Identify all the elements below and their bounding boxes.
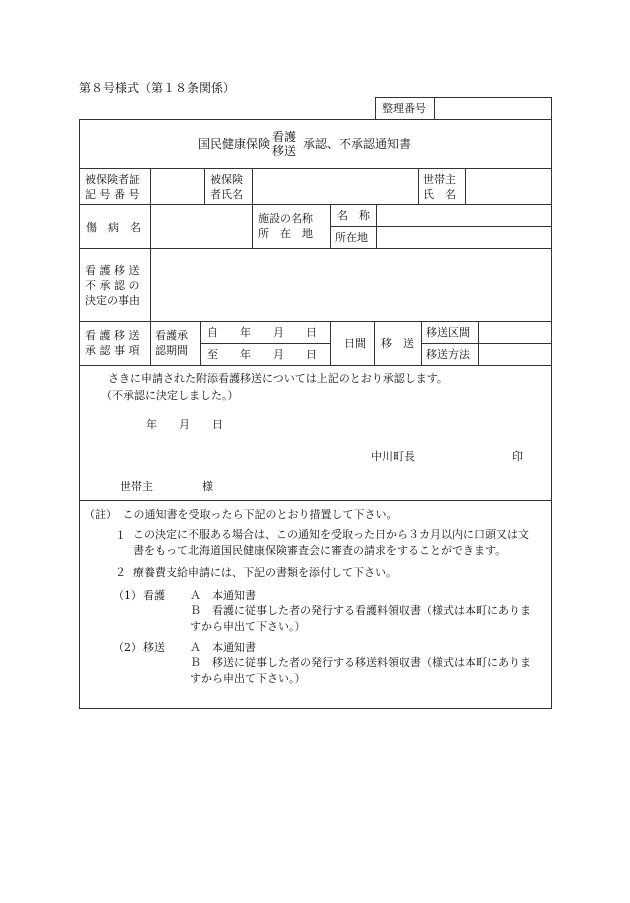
notice-rejection-text: （不承認に決定しました。）: [101, 389, 239, 402]
divider: [421, 343, 552, 344]
title-option-nursing: 看護: [272, 130, 297, 144]
divider: [150, 321, 151, 365]
title-option-transport: 移送: [272, 144, 297, 158]
divider: [150, 168, 151, 204]
reference-number-label: 整理番号: [382, 102, 426, 115]
divider: [150, 204, 151, 248]
sub-item-1-a: Ａ 本通知書: [190, 589, 256, 602]
divider: [200, 343, 330, 344]
divider: [150, 248, 151, 321]
divider: [79, 365, 552, 366]
household-head-label: 世帯主 氏 名: [423, 173, 456, 201]
injury-name-label: 傷 病 名: [86, 221, 141, 234]
divider: [330, 226, 552, 227]
insured-number-label: 被保険者証 記 号 番 号: [85, 173, 140, 201]
divider: [79, 500, 552, 501]
divider: [252, 204, 253, 248]
divider: [434, 97, 435, 120]
sub-item-1-b: Ｂ 看護に従事した者の発行する看護料領収書（様式は本町にありま すから申出て下さい。）: [190, 604, 531, 633]
facility-label: 施設の名称 所 在 地: [258, 212, 313, 240]
notes-intro: （註） この通知書を受取ったら下記のとおり措置して下さい。: [84, 508, 398, 521]
period-from: 自 年 月 日: [207, 326, 317, 339]
title-suffix: 承認、不承認通知書: [303, 137, 412, 151]
note-item-2-number: ２: [115, 566, 126, 579]
title-prefix: 国民健康保険: [198, 137, 271, 151]
period-to: 至 年 月 日: [207, 348, 317, 361]
insured-name-label: 被保険 者氏名: [210, 173, 243, 201]
approval-period-label: 看護承 認期間: [155, 329, 188, 357]
sub-item-2-a: Ａ 本通知書: [190, 641, 256, 654]
sub-item-1-label: 看護: [143, 589, 165, 602]
recipient-label: 世帯主: [120, 480, 153, 493]
transport-label: 移 送: [381, 337, 414, 350]
honorific-sama: 様: [202, 480, 213, 493]
approved-items-label: 看 護 移 送 承 認 事 項: [85, 329, 140, 357]
facility-address-label: 所在地: [335, 231, 368, 244]
divider: [252, 168, 253, 204]
sub-item-1-number: （1）: [113, 589, 142, 602]
divider: [418, 168, 419, 204]
notice-date: 年 月 日: [146, 418, 223, 431]
rejection-reason-label: 看 護 移 送 不 承 認 の 決定の事由: [85, 264, 140, 307]
transport-section-label: 移送区間: [426, 326, 470, 339]
days-label: 日間: [344, 337, 366, 350]
sub-item-2-number: （2）: [113, 641, 142, 654]
seal-mark: 印: [512, 450, 523, 463]
form-number-header: 第８号様式（第１８条関係）: [79, 81, 236, 95]
mayor-title: 中川町長: [371, 450, 415, 463]
divider: [204, 168, 205, 204]
transport-method-label: 移送方法: [426, 348, 470, 361]
sub-item-2-label: 移送: [143, 641, 165, 654]
divider: [374, 321, 375, 365]
sub-item-2-b: Ｂ 移送に従事した者の発行する移送料領収書（様式は本町にありま すから申出て下さい。）: [190, 656, 531, 685]
note-item-1-number: １: [115, 529, 126, 542]
facility-name-label: 名 称: [337, 209, 370, 222]
notice-approval-text: さきに申請された附添看護移送については上記のとおり承認します。: [108, 372, 448, 385]
note-item-2-text: 療養費支給申請には、下記の書類を添付して下さい。: [133, 566, 397, 579]
divider: [330, 321, 331, 365]
note-item-1-text: この決定に不服ある場合は、この通知を受取った日から３カ月以内に口頭又は文 書をもって北海道国民健康保険審査会に審査の請求をすることができます。: [133, 528, 529, 557]
divider: [465, 168, 466, 204]
